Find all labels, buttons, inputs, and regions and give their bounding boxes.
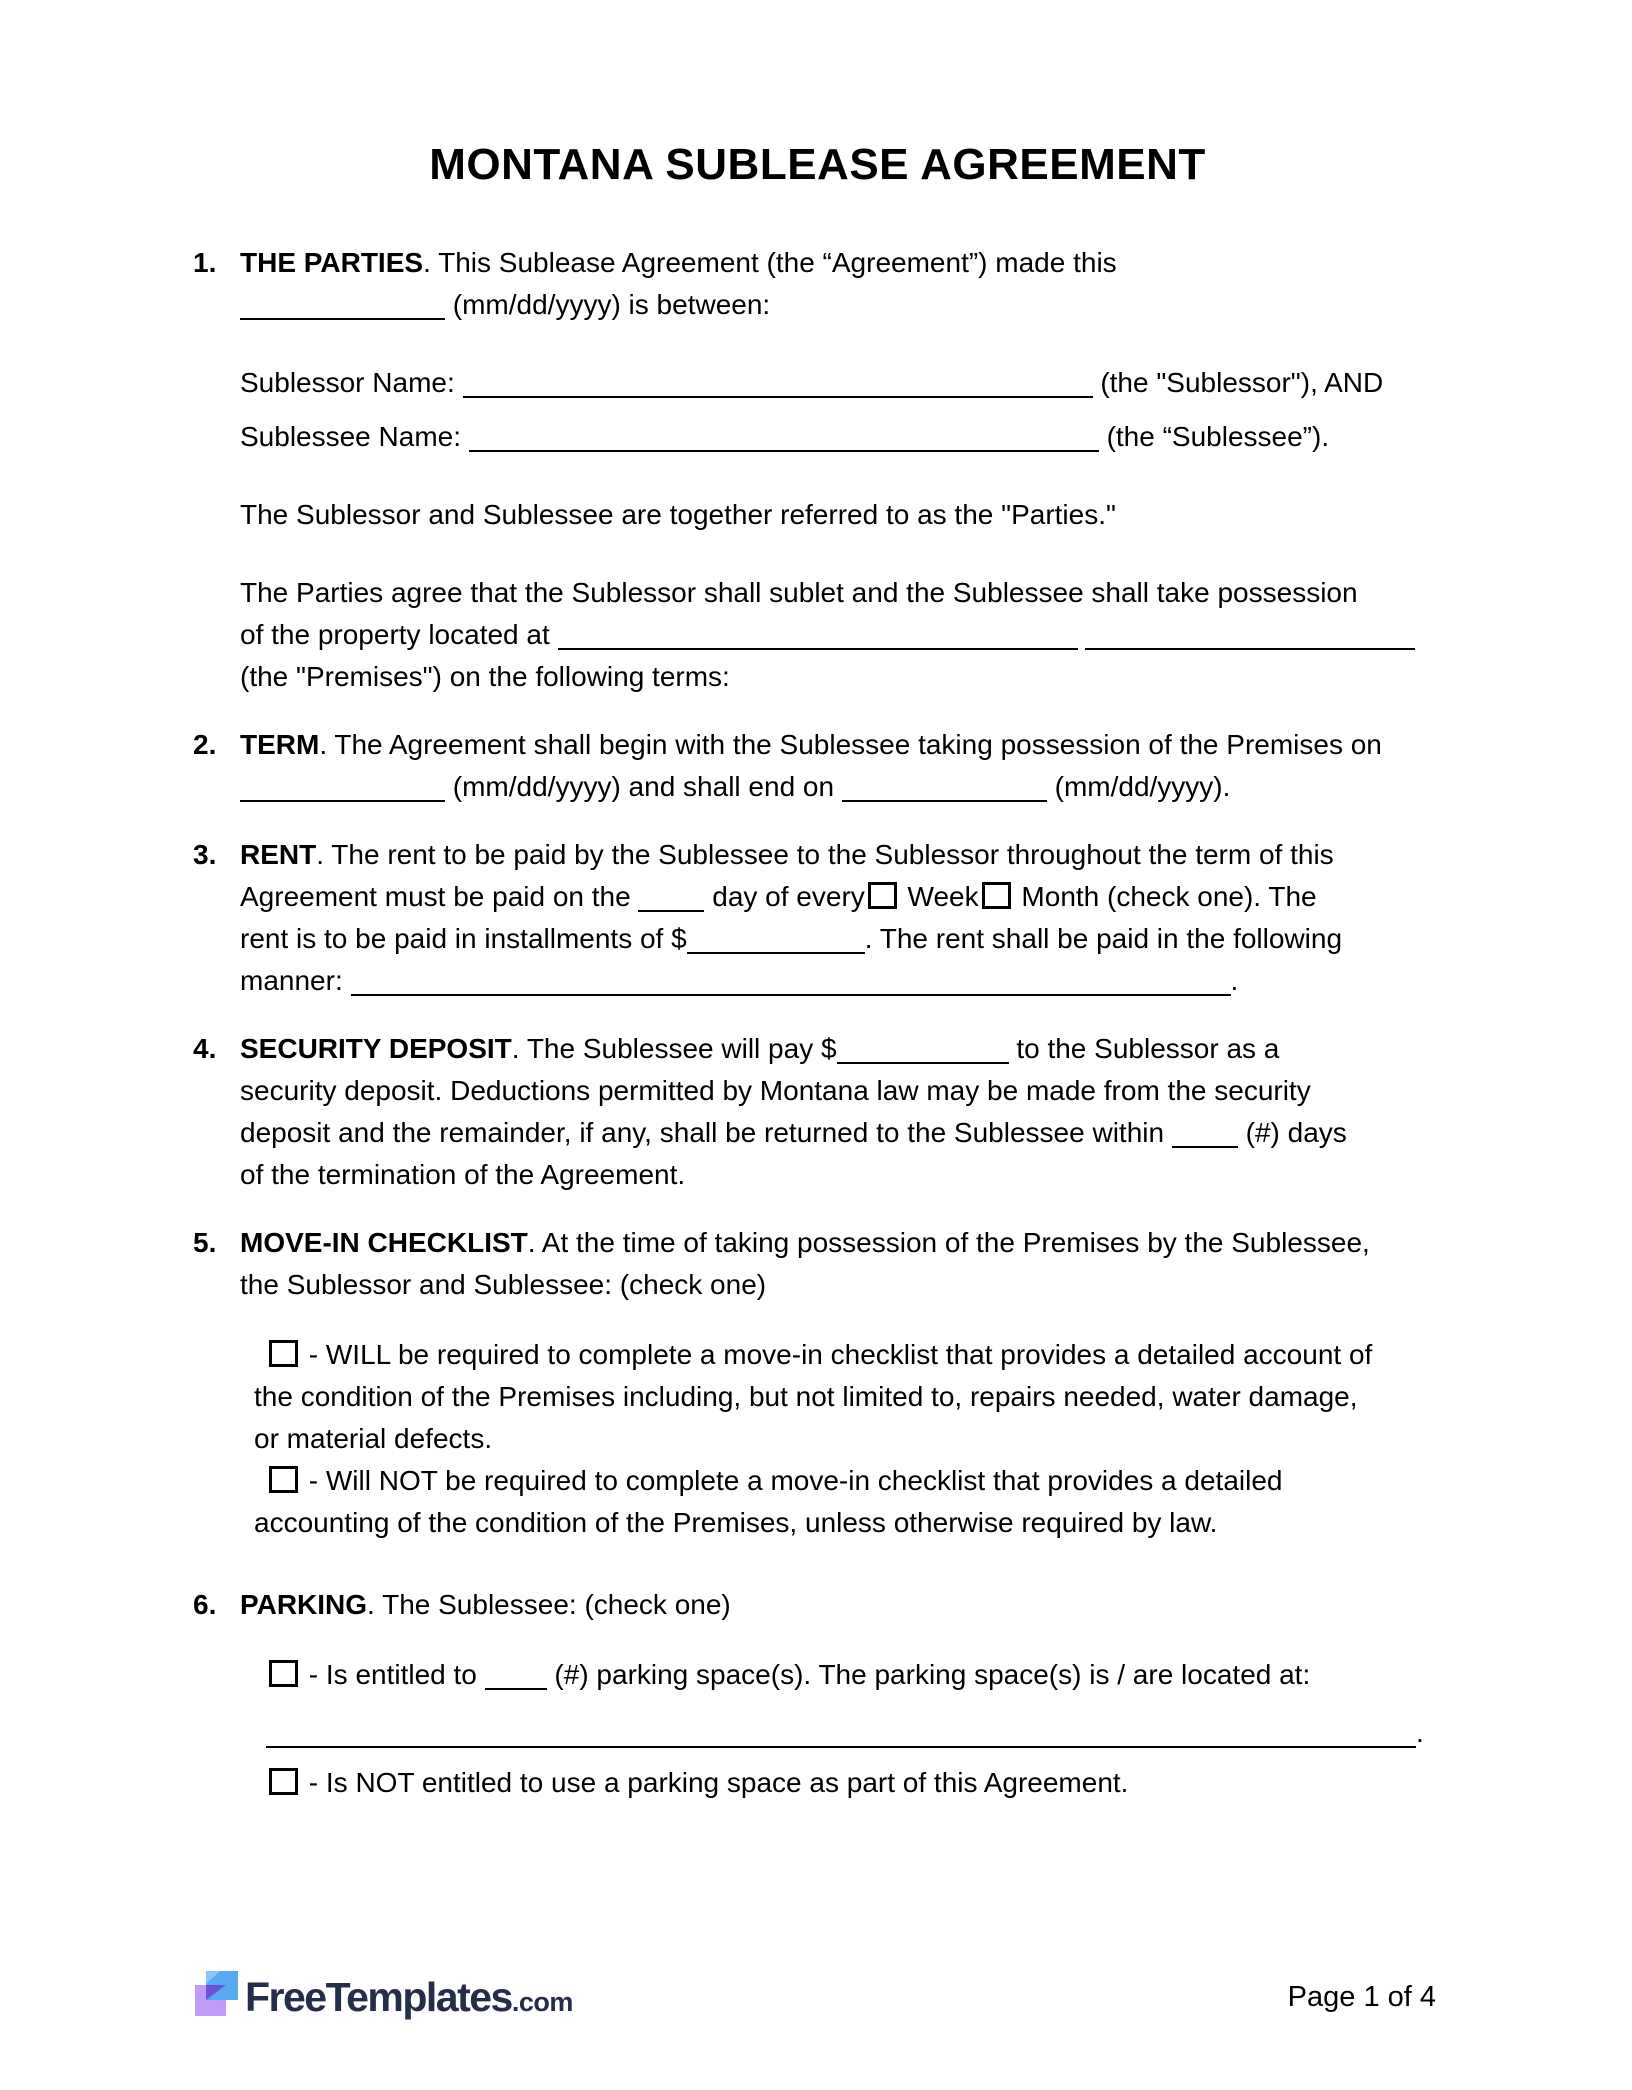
text-run: Month (check one). The — [1013, 881, 1317, 912]
section-term — [193, 724, 1442, 808]
text-run: (mm/dd/yyyy). — [1046, 771, 1231, 802]
text-run: (the “Sublessee”). — [1098, 421, 1330, 452]
document-body — [193, 242, 1442, 1804]
text-line — [240, 918, 1442, 960]
parking-entitled-checkbox[interactable] — [269, 1660, 298, 1687]
text-run: (the "Premises") on the following terms: — [240, 661, 730, 692]
text-run: . At the time of taking possession of the Premises by the Sublessee, — [527, 1227, 1370, 1258]
section-number: 6. — [193, 1589, 217, 1620]
paragraph — [240, 724, 1442, 808]
logo-tld: .com — [511, 1986, 573, 2017]
text-line — [240, 1264, 1442, 1306]
movein-willnot-checkbox[interactable] — [269, 1466, 298, 1493]
text-line — [254, 1762, 1442, 1804]
section-content — [240, 1584, 1442, 1804]
text-line — [240, 724, 1442, 766]
text-run: . The rent shall be paid in the following — [864, 923, 1343, 954]
text-run: the condition of the Premises including, but not limited to, repairs needed, water damage, — [254, 1381, 1358, 1412]
footer — [193, 1970, 1436, 2024]
text-line — [240, 572, 1442, 614]
section-the-parties — [193, 242, 1442, 698]
movein-will-checkbox[interactable] — [269, 1340, 298, 1367]
text-run: the Sublessor and Sublessee: (check one) — [240, 1269, 767, 1300]
text-run: deposit and the remainder, if any, shall be returned to the Sublessee within — [240, 1117, 1172, 1148]
text-run: . The Sublessee: (check one) — [367, 1589, 731, 1620]
text-run: The Sublessor and Sublessee are together referred to as the "Parties." — [240, 499, 1116, 530]
section-security-deposit — [193, 1028, 1442, 1196]
text-run: day of every — [704, 881, 865, 912]
start-date-blank[interactable] — [240, 770, 445, 802]
rent-day-blank[interactable] — [638, 880, 704, 912]
paragraph — [240, 1762, 1442, 1804]
text-run: (the "Sublessor"), AND — [1092, 367, 1384, 398]
text-run: . The Agreement shall begin with the Sublessee taking possession of the Premises on — [319, 729, 1382, 760]
end-date-blank[interactable] — [842, 770, 1047, 802]
text-run: - Is NOT entitled to use a parking space as part of this Agreement. — [301, 1767, 1129, 1798]
section-content — [240, 724, 1442, 808]
text-line — [240, 614, 1442, 656]
section-parking — [193, 1584, 1442, 1804]
text-run: rent is to be paid in installments of $ — [240, 923, 687, 954]
section-number: 3. — [193, 839, 217, 870]
paragraph — [240, 416, 1442, 458]
text-run: . — [1416, 1717, 1424, 1748]
text-line — [240, 1112, 1442, 1154]
page-title: MONTANA SUBLEASE AGREEMENT — [429, 140, 1206, 189]
text-run: - WILL be required to complete a move-in checklist that provides a detailed account of — [301, 1339, 1373, 1370]
text-line — [240, 1070, 1442, 1112]
text-run: Agreement must be paid on the — [240, 881, 639, 912]
section-heading-text: PARKING — [240, 1589, 368, 1620]
deposit-amount-blank[interactable] — [837, 1032, 1009, 1064]
deposit-return-days-blank[interactable] — [1172, 1116, 1238, 1148]
logo-text — [245, 1974, 573, 2021]
paragraph — [240, 1222, 1442, 1306]
text-line — [240, 656, 1442, 698]
paragraph — [240, 834, 1442, 1002]
text-line — [240, 1584, 1442, 1626]
text-run: . This Sublease Agreement (the “Agreement”) made this — [423, 247, 1117, 278]
text-line — [254, 1334, 1442, 1376]
sublessee-name-blank[interactable] — [469, 420, 1099, 452]
text-run: . The rent to be paid by the Sublessee to the Sublessor throughout the term of this — [316, 839, 1334, 870]
text-line — [240, 1028, 1442, 1070]
paragraph — [240, 1712, 1442, 1754]
text-line — [254, 1460, 1442, 1502]
month-checkbox[interactable] — [982, 882, 1011, 909]
paragraph — [240, 494, 1442, 536]
agreement-date-blank[interactable] — [240, 288, 445, 320]
rent-amount-blank[interactable] — [687, 922, 865, 954]
week-checkbox[interactable] — [868, 882, 897, 909]
text-run: (#) parking space(s). The parking space(s) is / are located at: — [546, 1659, 1311, 1690]
section-content — [240, 242, 1442, 698]
text-run: accounting of the condition of the Premises, unless otherwise required by law. — [254, 1507, 1218, 1538]
section-number: 5. — [193, 1227, 217, 1258]
section-heading-text: RENT — [240, 839, 317, 870]
section-heading-text: THE PARTIES — [240, 247, 424, 278]
text-run: Sublessee Name: — [240, 421, 469, 452]
section-heading-text: TERM — [240, 729, 320, 760]
text-line — [240, 876, 1442, 918]
section-content — [240, 834, 1442, 1002]
section-rent — [193, 834, 1442, 1002]
text-line — [240, 494, 1442, 536]
section-move-in-checklist — [193, 1222, 1442, 1544]
text-line — [254, 1376, 1442, 1418]
text-run: . The Sublessee will pay $ — [511, 1033, 837, 1064]
text-run: of the property located at — [240, 619, 558, 650]
parking-count-blank[interactable] — [485, 1658, 547, 1690]
parking-location-blank[interactable] — [266, 1716, 1416, 1748]
paragraph — [240, 1334, 1442, 1460]
text-run: - Will NOT be required to complete a move-in checklist that provides a detailed — [301, 1465, 1283, 1496]
paragraph — [240, 1028, 1442, 1196]
property-address-blank-2[interactable] — [1085, 618, 1415, 650]
text-run: Sublessor Name: — [240, 367, 463, 398]
text-line — [240, 960, 1442, 1002]
text-line — [240, 1154, 1442, 1196]
paragraph — [240, 362, 1442, 404]
paragraph — [240, 1654, 1442, 1696]
text-run: to the Sublessor as a — [1008, 1033, 1280, 1064]
text-line — [240, 284, 1442, 326]
logo-icon — [193, 1970, 239, 2024]
text-line — [240, 766, 1442, 808]
text-run: (#) days — [1237, 1117, 1347, 1148]
text-line — [240, 834, 1442, 876]
text-run: - Is entitled to — [301, 1659, 485, 1690]
text-run: security deposit. Deductions permitted by Montana law may be made from the security — [240, 1075, 1311, 1106]
section-number: 1. — [193, 247, 217, 278]
text-line — [240, 362, 1442, 404]
section-heading-text: MOVE-IN CHECKLIST — [240, 1227, 528, 1258]
text-run — [1078, 619, 1086, 650]
text-run: (mm/dd/yyyy) is between: — [445, 289, 771, 320]
text-line — [240, 1222, 1442, 1264]
text-run: The Parties agree that the Sublessor shall sublet and the Sublessee shall take possession — [240, 577, 1358, 608]
text-line — [254, 1418, 1442, 1460]
text-run: Week — [899, 881, 979, 912]
text-line — [254, 1654, 1442, 1696]
text-line — [240, 242, 1442, 284]
paragraph — [240, 1584, 1442, 1626]
text-run: (mm/dd/yyyy) and shall end on — [445, 771, 842, 802]
section-heading-text: SECURITY DEPOSIT — [240, 1033, 512, 1064]
paragraph — [240, 572, 1442, 698]
payment-manner-blank[interactable] — [351, 964, 1231, 996]
paragraph — [240, 1460, 1442, 1544]
section-content — [240, 1222, 1442, 1544]
text-run: or material defects. — [254, 1423, 493, 1454]
text-line — [240, 416, 1442, 458]
section-content — [240, 1028, 1442, 1196]
page-number: Page 1 of 4 — [1287, 1980, 1436, 2013]
section-number: 2. — [193, 729, 217, 760]
property-address-blank[interactable] — [558, 618, 1078, 650]
sublessor-name-blank[interactable] — [463, 366, 1093, 398]
freetemplates-logo — [193, 1970, 573, 2024]
text-run: manner: — [240, 965, 351, 996]
text-line — [254, 1502, 1442, 1544]
text-run: of the termination of the Agreement. — [240, 1159, 686, 1190]
section-number: 4. — [193, 1033, 217, 1064]
text-line — [254, 1712, 1442, 1754]
logo-name: FreeTemplates — [245, 1973, 512, 2020]
text-run: . — [1230, 965, 1239, 996]
parking-not-entitled-checkbox[interactable] — [269, 1768, 298, 1795]
paragraph — [240, 242, 1442, 326]
